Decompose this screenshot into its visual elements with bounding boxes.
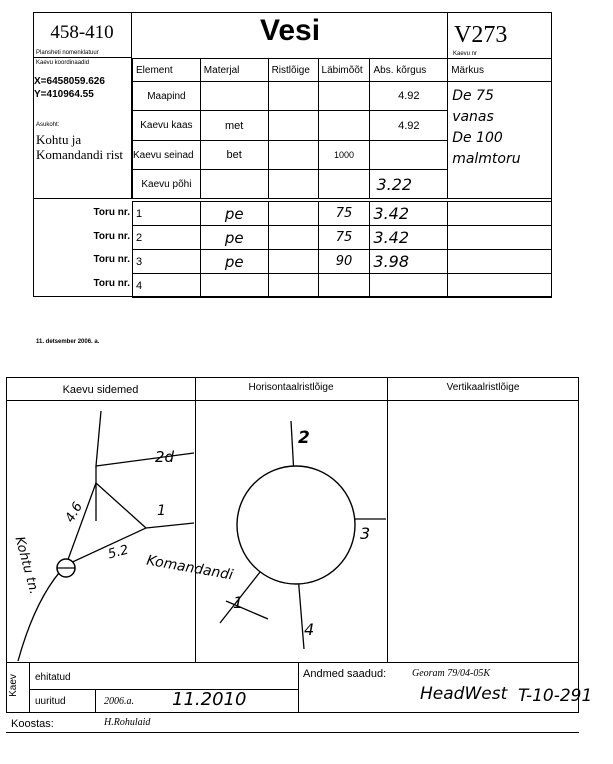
footer-divider [298,662,299,712]
footer-divider [95,689,96,712]
pipe-label-1: 1 [233,593,244,612]
pipe-nr: 4 [133,274,201,298]
coord-y: Y=410964.55 [34,89,94,100]
info-column [33,58,132,198]
remark-line: De 75 [452,88,494,104]
pipe-ristloige [268,250,318,274]
section-vertical-title: Vertikaalristlõige [446,382,520,393]
sketch-dist-a: 4.6 [62,499,87,526]
remark-line: De 100 [452,130,503,146]
pipe-label-4: 4 [304,620,315,639]
footer-side-label: Kaev [7,674,19,697]
street-label-komandandi: Komandandi [145,552,235,584]
well-circle [237,466,355,584]
pipe-labimoot: 75 [318,202,370,226]
pipe-label: Toru nr. [93,207,130,218]
location-label: Asukoht: [36,122,60,128]
pipe-materjal: pe [200,202,268,226]
pipe-ristloige [268,274,318,298]
row-element: Kaevu seinad [133,141,201,170]
source-code: T-10-291 [518,686,593,706]
pipe-nr: 2 [133,226,201,250]
pipe-markus [448,250,552,274]
pipe-markus [448,226,552,250]
coords-label: Kaevu koordinaadid [36,60,90,66]
pipe-label-3: 3 [360,524,371,543]
author-label: Koostas: [11,718,54,730]
pipe-table [132,201,552,298]
well-number-label: Kaevu nr [453,51,478,57]
pipe-label: Toru nr. [93,231,130,242]
row-labimoot [318,170,370,199]
well-number-box [447,12,552,58]
row-ristloige [268,82,318,111]
pipe-ristloige [268,202,318,226]
sketch-line [146,523,194,528]
measured-hand: 11.2010 [172,689,247,710]
pipe-labimoot: 75 [318,226,370,250]
author-value: H.Rohulaid [104,717,151,728]
pipe-section-line [33,198,552,199]
remark-line: malmtoru [452,151,521,167]
col-header-labimoot: Läbimõõt [318,59,370,82]
sketch-line [96,411,194,466]
row-element: Kaevu kaas [133,111,201,141]
source-hand: HeadWest [420,684,508,704]
row-materjal: bet [200,141,268,170]
row-ristloige [268,170,318,199]
well-element-table [132,58,552,199]
source-value: Georam 79/04-05K [412,668,491,679]
row-labimoot: 1000 [318,141,370,170]
row-korgus: 4.92 [370,111,448,141]
source-label: Andmed saadud: [303,668,387,680]
location-value: Kohtu ja Komandandi rist [36,132,124,162]
section-horizontal-title: Horisontaalristlõige [248,382,334,393]
pipe-markus [448,202,552,226]
pipe-materjal: pe [200,226,268,250]
page-title: Vesi [259,14,321,47]
link-sketch [6,401,195,663]
row-element: Kaevu põhi [133,170,201,199]
row-korgus [370,141,448,170]
row-korgus: 4.92 [370,82,448,111]
sketch-top-mark: 2d [155,448,175,466]
pipe-ristloige [268,226,318,250]
footer-line [6,712,579,713]
col-header-element: Element [133,59,201,82]
author-line [6,732,579,733]
row-materjal [200,82,268,111]
date-note: 11. detsember 2006. a. [36,339,100,345]
col-header-ristloige: Ristlõige [268,59,318,82]
sketch-divider [387,377,388,663]
sketch-triangle [66,483,146,565]
pipe-label: Toru nr. [93,278,130,289]
measured-label: uuritud [35,696,66,707]
pipe-labimoot [318,274,370,298]
col-header-korgus: Abs. kõrgus [370,59,448,82]
nomenclature-label: Plansheti nomenklatuur [36,50,99,56]
pipe-korgus: 3.42 [370,202,448,226]
pipe-korgus: 3.42 [370,226,448,250]
horizontal-section [196,401,387,663]
sketch-dist-b: 5.2 [106,542,131,563]
row-ristloige [268,141,318,170]
col-header-markus: Märkus [448,59,552,82]
pipe-nr: 3 [133,250,201,274]
remark-cell [448,82,552,199]
measured-date: 2006.a. [104,696,134,707]
pipe-nr: 1 [133,202,201,226]
row-materjal [200,170,268,199]
built-label: ehitatud [35,672,71,683]
section-links-title: Kaevu sidemed [62,384,139,396]
pipe-materjal [200,274,268,298]
nomenclature-value: 458-410 [50,22,114,43]
pipe-korgus [370,274,448,298]
row-ristloige [268,111,318,141]
footer-line [30,689,298,690]
sketch-mark-1: 1 [157,503,166,519]
row-labimoot [318,111,370,141]
pipe-label: Toru nr. [93,254,130,265]
pipe-korgus: 3.98 [370,250,448,274]
street-label-kohtu: Kohtu tn. [11,535,42,597]
row-materjal: met [200,111,268,141]
row-element: Maapind [133,82,201,111]
row-labimoot [318,82,370,111]
remark-line: vanas [452,109,494,125]
nomenclature-box [33,12,132,58]
pipe-materjal: pe [200,250,268,274]
well-number: V273 [454,22,508,48]
coord-x: X=6458059.626 [34,76,105,87]
col-header-materjal: Materjal [200,59,268,82]
pipe-label-2: 2 [298,428,310,448]
pipe-markus [448,274,552,298]
row-korgus: 3.22 [370,170,448,199]
pipe-labimoot: 90 [318,250,370,274]
